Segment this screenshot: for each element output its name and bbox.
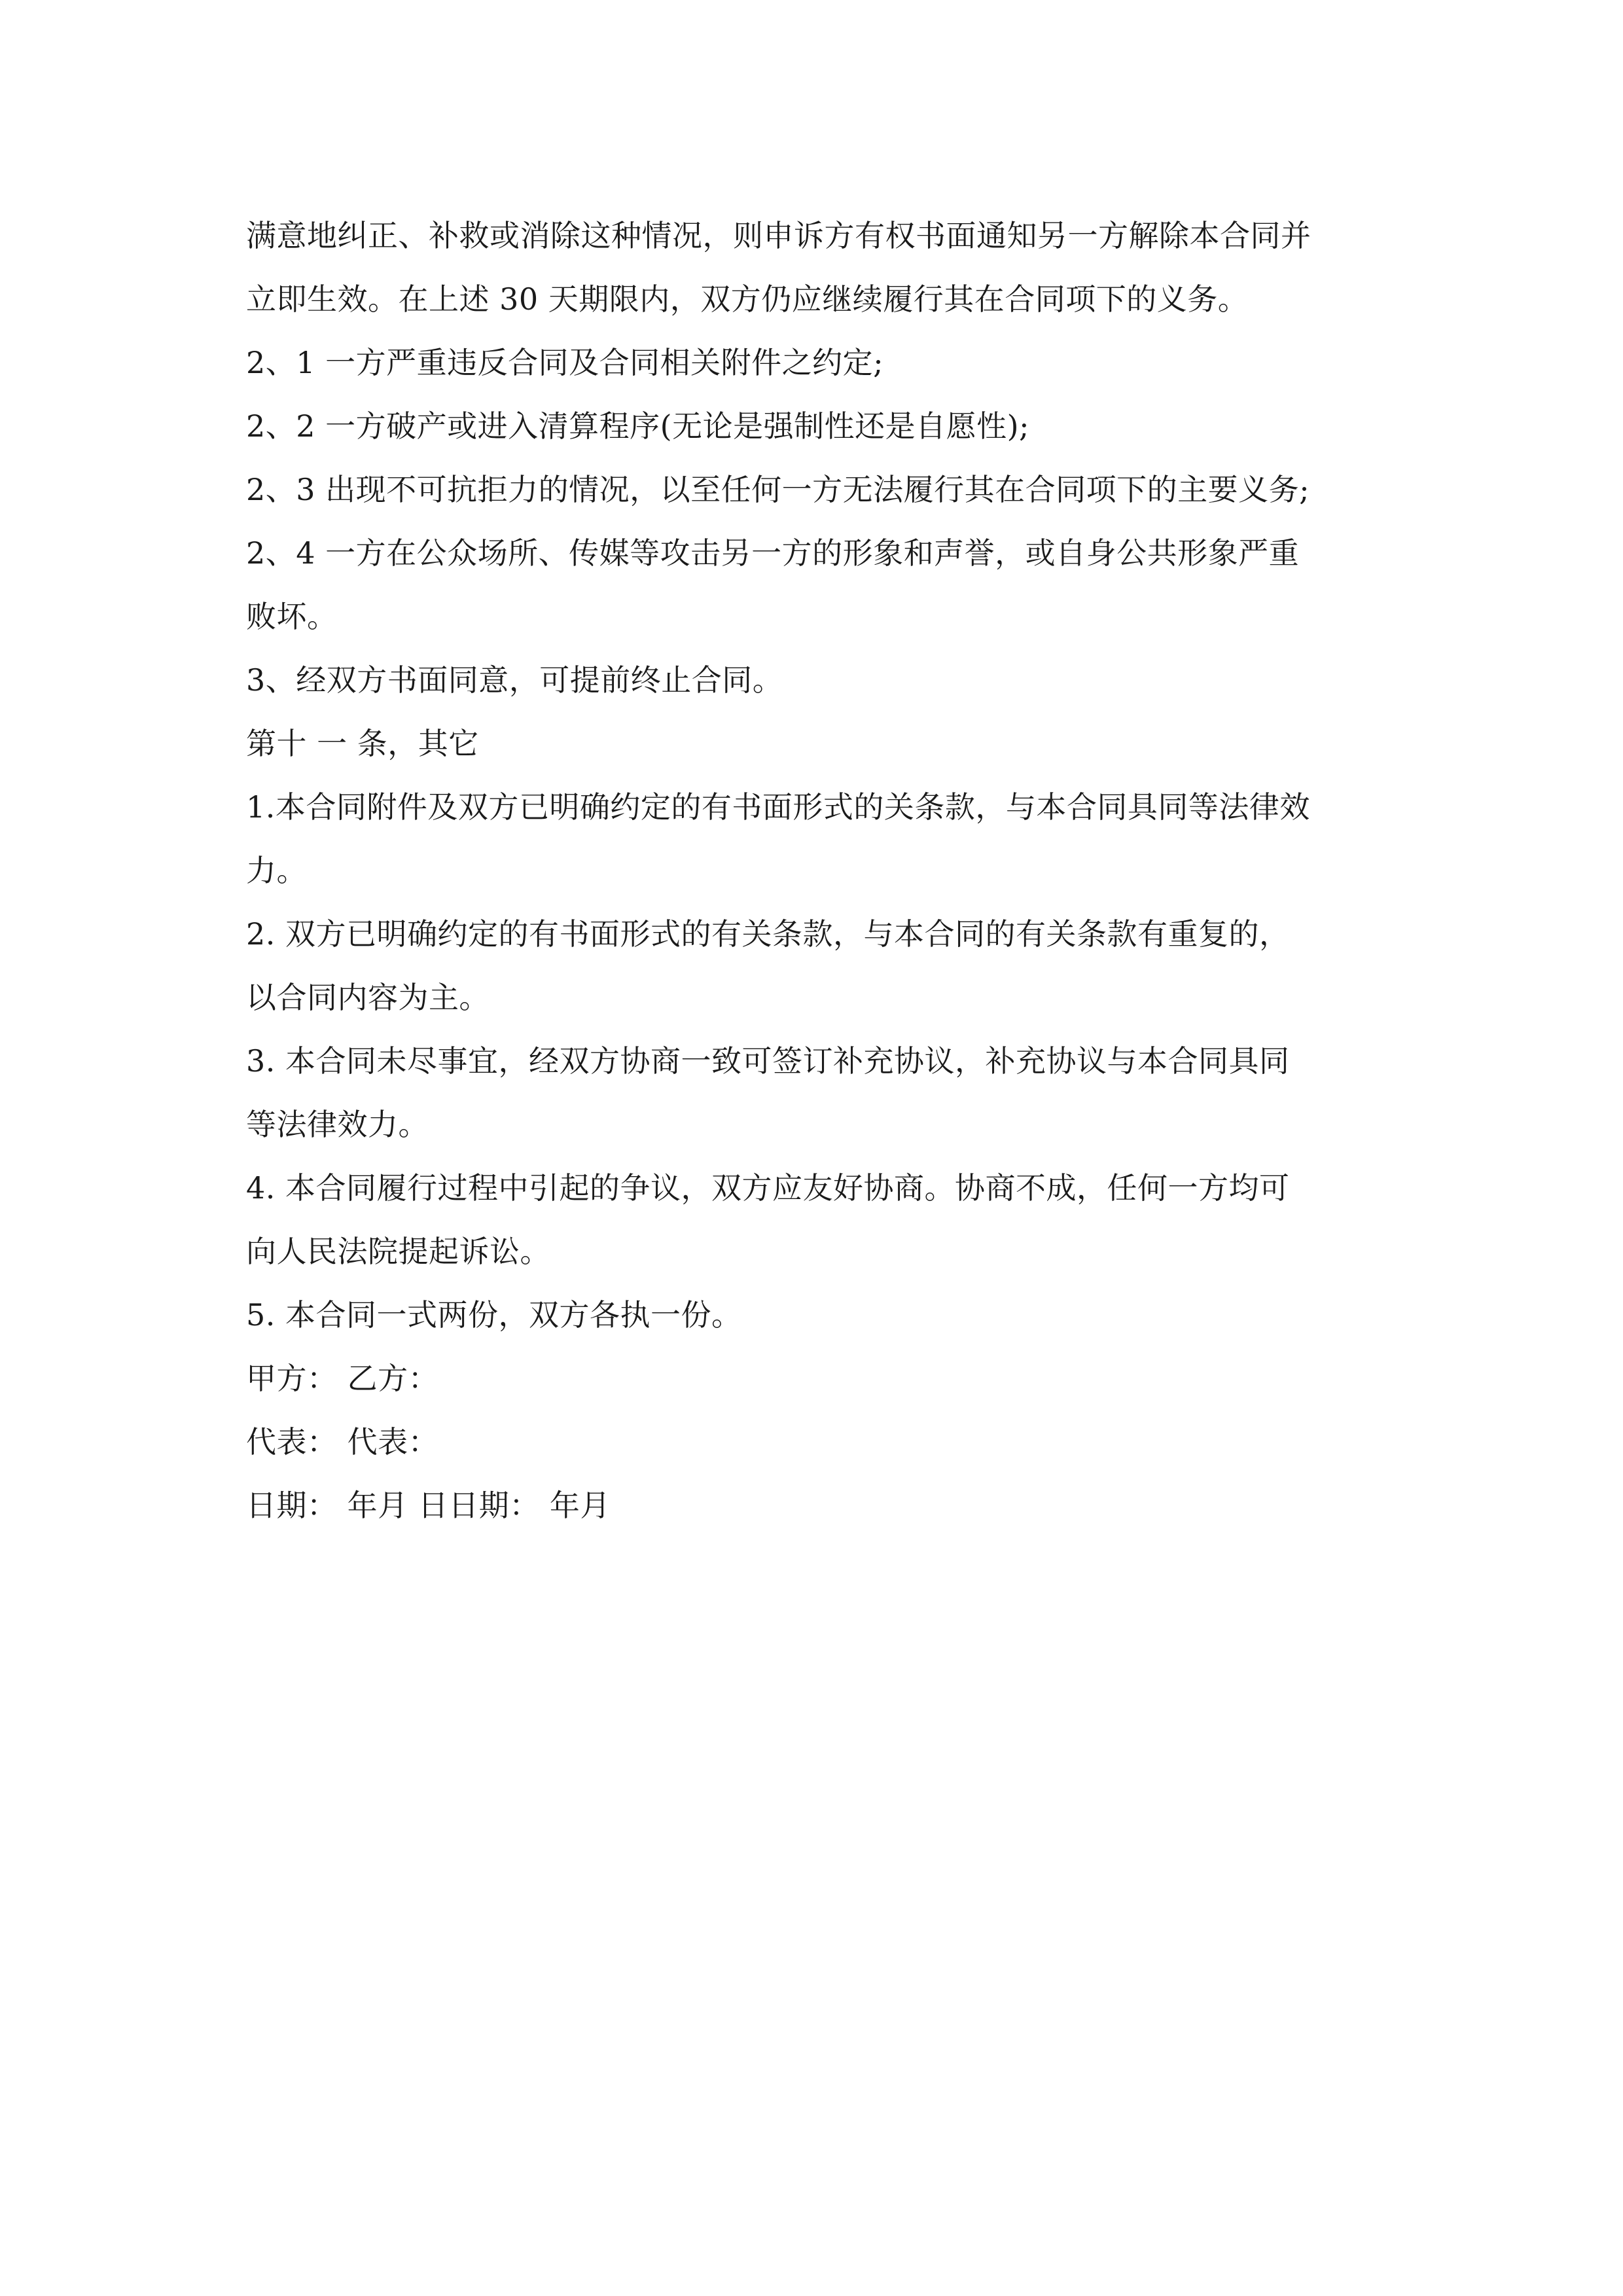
clause-item: 3、经双方书面同意，可提前终止合同。 xyxy=(246,662,783,698)
clause-item: 2、4 一方在公众场所、传媒等攻击另一方的形象和声誉，或自身公共形象严重 xyxy=(246,535,1300,571)
paragraph-line: 等法律效力。 xyxy=(246,1107,429,1142)
clause-item: 5. 本合同一式两份，双方各执一份。 xyxy=(246,1297,742,1333)
signature-representative-line: 代表： 代表： xyxy=(246,1424,439,1460)
contract-text xyxy=(246,204,1385,1537)
signature-date-line: 日期： 年月 日日期： 年月 xyxy=(246,1488,611,1523)
clause-item: 2、2 一方破产或进入清算程序(无论是强制性还是自愿性); xyxy=(246,408,1030,444)
paragraph-line: 满意地纠正、补救或消除这种情况，则申诉方有权书面通知另一方解除本合同并 xyxy=(246,218,1311,253)
paragraph-line: 立即生效。在上述 30 天期限内，双方仍应继续履行其在合同项下的义务。 xyxy=(246,281,1249,317)
clause-item: 2、1 一方严重违反合同及合同相关附件之约定; xyxy=(246,345,884,380)
clause-item: 1.本合同附件及双方已明确约定的有书面形式的关条款，与本合同具同等法律效 xyxy=(246,789,1310,825)
paragraph-line: 以合同内容为主。 xyxy=(246,980,490,1015)
clause-item: 2. 双方已明确约定的有书面形式的有关条款，与本合同的有关条款有重复的， xyxy=(246,916,1290,952)
paragraph-line: 败坏。 xyxy=(246,599,338,634)
clause-item: 3. 本合同未尽事宜，经双方协商一致可签订补充协议，补充协议与本合同具同 xyxy=(246,1043,1290,1079)
section-heading: 第十 一 条，其它 xyxy=(246,726,479,761)
signature-party-line: 甲方： 乙方： xyxy=(246,1361,439,1396)
paragraph-line: 向人民法院提起诉讼。 xyxy=(246,1234,550,1269)
clause-item: 4. 本合同履行过程中引起的争议，双方应友好协商。协商不成，任何一方均可 xyxy=(246,1170,1290,1206)
paragraph-line: 力。 xyxy=(246,853,307,888)
clause-item: 2、3 出现不可抗拒力的情况，以至任何一方无法履行其在合同项下的主要义务; xyxy=(246,472,1310,507)
